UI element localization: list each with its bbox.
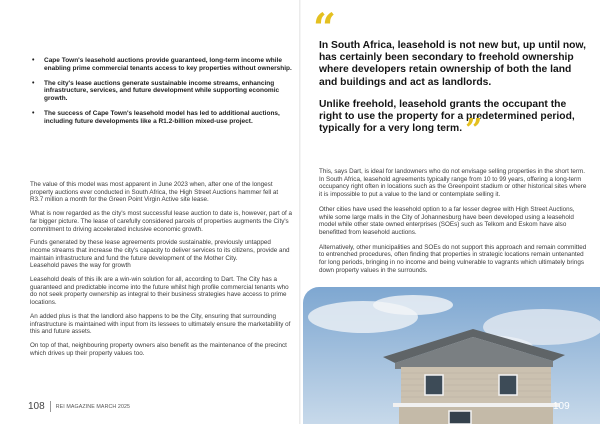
quote-close-icon: ” (465, 113, 483, 149)
body-paragraph: Funds generated by these lease agreements provide sustainable, previously untapped income streams that increase the city's capacity to deliver services to its citizens, provide and maintain infrastructure and fund the future development of the Mother City. (30, 239, 290, 262)
section-subheading: Leasehold paves the way for growth (30, 262, 131, 270)
page-number-left: 108 (28, 401, 51, 412)
key-point: • Cape Town's leasehold auctions provide guaranteed, long-term income while enabling prime commercial tenants access to key properties without ownership. (30, 57, 292, 73)
key-points-list (30, 57, 292, 133)
body-paragraph: On top of that, neighbouring property owners also benefit as the maintenance of the precinct which drives up their property values too. (30, 341, 287, 357)
key-point: • The success of Cape Town's leasehold model has led to additional auctions, including future developments like a R1.2-billion mixed-use project. (30, 110, 292, 126)
page-number-right: 109 (553, 401, 570, 412)
body-paragraph: The value of this model was most apparent in June 2023 when, after one of the longest property auctions ever conducted in South Africa, the High Street Auctions hammer fell at R3.7 million a month for the Green Point Virgin Active site lease. (30, 181, 279, 204)
key-point: • The city's lease auctions generate sustainable income streams, enhancing infrastructure, services, and future development while supporting economic growth. (30, 80, 292, 103)
body-paragraph: Leasehold deals of this ilk are a win-win solution for all, according to Dart. The City has a guaranteed and predictable income into the future whilst high profile commercial tenants who do not seek property ownership as integral to their business strategies have access to prime locations. (30, 276, 289, 307)
page-fold (299, 0, 301, 424)
left-article-body (30, 181, 292, 363)
pull-quote (319, 40, 587, 149)
body-paragraph: What is now regarded as the city's most successful lease auction to date is, however, part of a far bigger picture. The lease of carefully considered parcels of properties augments the City's commitment to driving accelerated inclusive economic growth. (30, 210, 292, 233)
body-paragraph: Other cities have used the leasehold option to a far lesser degree with High Street Auctions, while some large malls in the City of Johannesburg have been developed using a leasehold model while other state owned enterprises (SOEs) such as Telkom and Eskom have also benefitted from leasehold auctions. (319, 205, 575, 236)
body-paragraph: An added plus is that the landlord also happens to be the City, ensuring that surrounding infrastructure is maintained with input from its lessees to ultimately ensure the marketability of this and future assets. (30, 312, 291, 336)
body-paragraph: Alternatively, other municipalities and SOEs do not support this approach and remain committed to entrenched procedures, often finding that properties in strategic locations remain untenanted for long periods, bringing in no income and being vulnerable to vagrants which ultimately brings down property values in the surrounds. (319, 243, 587, 274)
pull-quote-line: In South Africa, leasehold is not new but, up until now, has certainly been secondary to freehold ownership where developers retain ownership of both the land and buildings and act as landlords. (319, 40, 586, 88)
right-article-body (319, 168, 587, 281)
quote-open-icon: “ (313, 5, 337, 52)
pull-quote-line (319, 98, 587, 149)
left-page-footer (28, 401, 130, 412)
magazine-issue-label: REI MAGAZINE MARCH 2025 (55, 403, 131, 410)
body-paragraph: This, says Dart, is ideal for landowners who do not envisage selling properties in the short term. In South Africa, leasehold agreements typically range from 10 to 99 years, offering a long-term occupancy right often in locations such as the Greenpoint stadium or other historical sites where it is impossible to put a value to the land or contemplate selling it. (319, 168, 587, 199)
pull-quote-text: Unlike freehold, leasehold grants the occupant the right to use the property for a predetermined period, typically for a very long term. (319, 98, 575, 135)
